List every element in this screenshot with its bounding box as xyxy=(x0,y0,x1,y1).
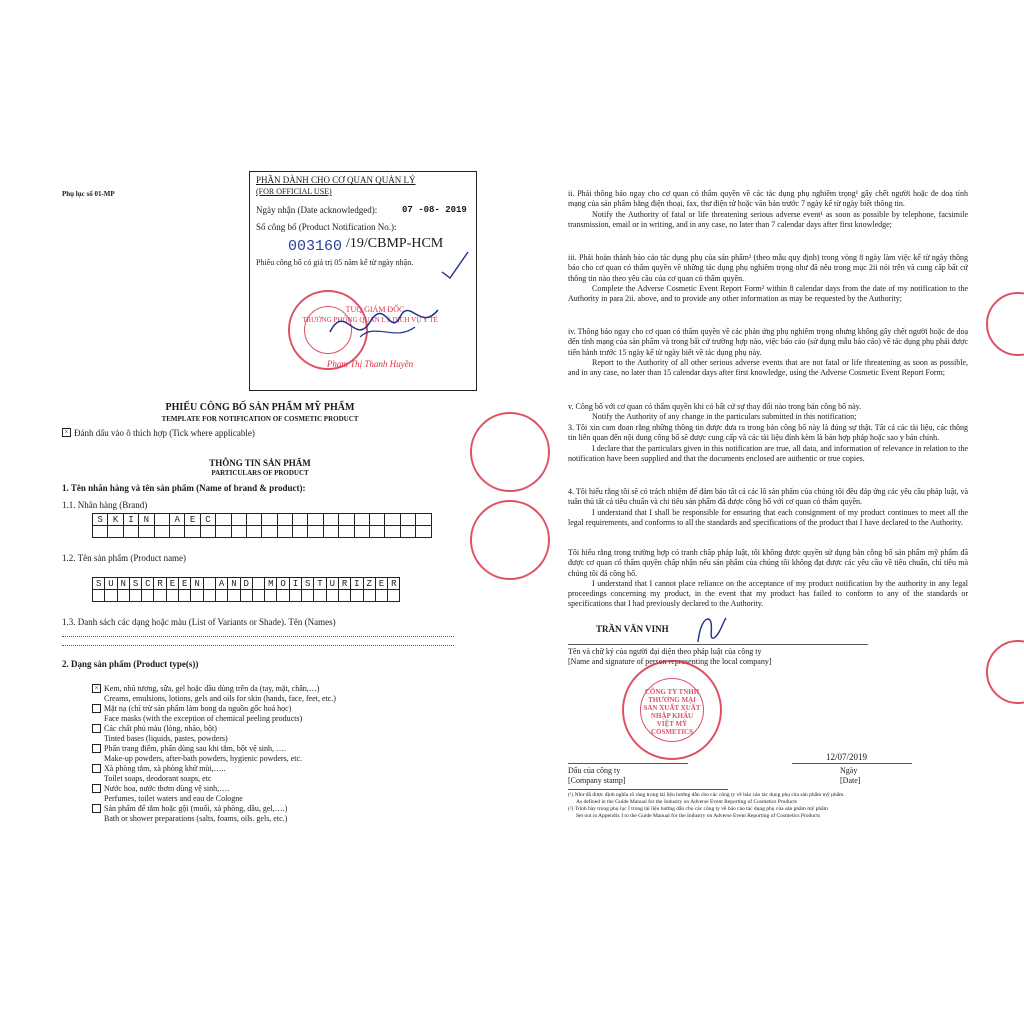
product-type-vi: Nước hoa, nước thơm dùng vệ sinh,…. xyxy=(104,784,230,793)
grid-cell xyxy=(385,514,400,526)
grid-cell-empty xyxy=(124,526,139,538)
footnotes: (¹) Như đã được định nghĩa rõ ràng trong tài liệu hướng dẫn cho các công ty về báo cáo tác dụng phụ của sản phẩm mỹ phẩm. As defined in the Guide Manual for the Industry on Adverse Event Reporting of Cosmetics Products (²) Trình bày trong phụ lục I trong tài liệu hướng dẫn cho các công ty về báo cáo tác dụng phụ của sản phẩm mỹ phẩm Set out in Appendix I to the Guide Manual for the Industry on Adverse Event Reporting of Cosmetics Products xyxy=(568,792,845,819)
grid-cell xyxy=(401,514,416,526)
product-types-list xyxy=(92,684,452,824)
product-type-item xyxy=(92,724,452,744)
grid-cell: U xyxy=(105,578,117,590)
grid-cell-empty xyxy=(232,526,247,538)
grid-cell: E xyxy=(179,578,191,590)
clause-4: 4. Tôi hiểu rằng tôi sẽ có trách nhiệm để đảm bảo tất cả các lô sản phẩm của chúng tôi đều đáp ứng các yêu cầu pháp luật, và tuân thủ tất cả tiêu chuẩn và chi tiêu sản phẩm đã được công bố với cơ quan có thẩm quyền. I understand that I shall be responsible for ensuring that each consignment of my product continues to meet all the legal requirements, and conforms to all the standards and specifications of the product that I have declared to the Authority. xyxy=(568,487,968,527)
grid-cell: N xyxy=(228,578,240,590)
rep-label-en: [Name and signature of person representing the local company] xyxy=(568,657,772,666)
grid-cell-empty xyxy=(277,590,289,602)
variants-line-2 xyxy=(62,645,454,646)
checkbox-icon xyxy=(92,724,101,733)
grid-cell-empty xyxy=(241,590,253,602)
grid-cell: O xyxy=(277,578,289,590)
grid-cell xyxy=(355,514,370,526)
grid-cell-empty xyxy=(170,526,185,538)
grid-cell xyxy=(253,578,265,590)
grid-cell-empty xyxy=(154,590,166,602)
grid-cell-empty xyxy=(167,590,179,602)
grid-cell: R xyxy=(154,578,166,590)
grid-cell-empty xyxy=(324,526,339,538)
grid-cell-empty xyxy=(142,590,154,602)
tick-note: × Đánh dấu vào ô thích hợp (Tick where applicable) xyxy=(62,428,255,439)
grid-cell-empty xyxy=(376,590,388,602)
grid-cell-empty xyxy=(314,590,326,602)
edge-stamp-1 xyxy=(986,292,1024,356)
section-2-heading: 2. Dạng sản phẩm (Product type(s)) xyxy=(62,659,199,669)
grid-cell-empty xyxy=(293,526,308,538)
grid-cell-empty xyxy=(204,590,216,602)
grid-cell-empty xyxy=(108,526,123,538)
particulars-vi: THÔNG TIN SẢN PHẨM xyxy=(209,458,311,468)
grid-cell-empty xyxy=(139,526,154,538)
grid-cell: C xyxy=(201,514,216,526)
date-ack-value: 07 -08- 2019 xyxy=(402,205,467,215)
company-stamp-label-vi: Dấu của công ty xyxy=(568,766,621,775)
grid-cell-empty xyxy=(105,590,117,602)
grid-cell-empty xyxy=(370,526,385,538)
grid-cell-empty xyxy=(155,526,170,538)
grid-cell: S xyxy=(130,578,142,590)
grid-cell-empty xyxy=(327,590,339,602)
checkbox-icon xyxy=(92,744,101,753)
grid-cell: M xyxy=(265,578,277,590)
grid-cell: R xyxy=(388,578,400,590)
checked-box-icon: × xyxy=(62,428,71,437)
product-type-vi: Các chất phủ màu (lỏng, nhão, bột) xyxy=(104,724,217,733)
grid-cell-empty xyxy=(262,526,277,538)
product-type-en: Face masks (with the exception of chemical peeling products) xyxy=(104,714,303,723)
grid-cell-empty xyxy=(416,526,431,538)
form-title-vi: PHIẾU CÔNG BỐ SẢN PHẨM MỸ PHẨM xyxy=(165,402,355,413)
grid-cell: N xyxy=(139,514,154,526)
grid-cell-empty xyxy=(339,590,351,602)
product-type-en: Perfumes, toilet waters and eau de Cologne xyxy=(104,794,243,803)
section-1-2-label: 1.2. Tên sản phẩm (Product name) xyxy=(62,553,187,563)
product-grid xyxy=(92,577,400,602)
grid-cell: T xyxy=(314,578,326,590)
section-1-3-label: 1.3. Danh sách các dạng hoặc màu (List of Variants or Shade). Tên (Names) xyxy=(62,617,336,627)
notification-no-value: 003160 xyxy=(288,238,343,255)
product-type-vi: Mặt nạ (chỉ trừ sản phẩm làm bong da nguồn gốc hoá học) xyxy=(104,704,292,713)
clause-iv: iv. Thông báo ngay cho cơ quan có thẩm quyền về các phản ứng phụ nghiêm trọng nhưng không gây chết người hoặc đe doạ đến tính mạng của sản phẩm và trong bất cứ trường hợp nào, việc báo cáo (sử dụng mẫu báo cáo) về tác dụng phụ phải được tiến hành trước 15 ngày kể từ ngày biết về tác dụng phụ này. Report to the Authority of all other serious adverse events that are not fatal or life threatening as soon as possible, and in any case, no later than 15 calendar days after first knowledge, using the Adverse Cosmetic Event Report Form; xyxy=(568,327,968,378)
grid-cell: E xyxy=(185,514,200,526)
grid-cell: Z xyxy=(364,578,376,590)
clause-iii: iii. Phải hoàn thành báo cáo tác dụng phụ của sản phẩm² (theo mẫu quy định) trong vòng 8 ngày làm việc kể từ ngày thông báo cho cơ quan có thẩm quyền về những tác dụng phụ nghiêm trọng như đã nêu trong mục 2ii nói trên và cung cấp bất cứ thông tin nào theo yêu cầu của cơ quan có thẩm quyền. Complete the Adverse Cosmetic Event Report Form² within 8 calendar days from the date of my notification to the Authority in para 2ii. above, and to provide any other information as may be requested by the Authority; xyxy=(568,253,968,304)
grid-cell xyxy=(216,514,231,526)
checkbox-icon xyxy=(92,804,101,813)
checkbox-icon xyxy=(92,704,101,713)
grid-cell-empty xyxy=(191,590,203,602)
stamp-line xyxy=(568,763,688,764)
center-stamp-2 xyxy=(470,500,550,580)
grid-cell: R xyxy=(339,578,351,590)
grid-cell: S xyxy=(93,514,108,526)
grid-cell: C xyxy=(142,578,154,590)
notification-no-label: Số công bố (Product Notification No.): xyxy=(256,222,397,232)
grid-cell xyxy=(232,514,247,526)
tick-mark xyxy=(440,250,470,280)
checkbox-icon xyxy=(92,784,101,793)
grid-cell-empty xyxy=(401,526,416,538)
official-title: PHẦN DÀNH CHO CƠ QUAN QUẢN LÝ xyxy=(256,175,416,185)
grid-cell-empty xyxy=(216,590,228,602)
signer-name: Phạm Thị Thanh Huyền xyxy=(326,359,414,369)
grid-cell xyxy=(416,514,431,526)
product-type-vi: Kem, nhũ tương, sữa, gel hoặc dầu dùng trên da (tay, mặt, chân,…) xyxy=(104,684,320,693)
grid-cell: E xyxy=(167,578,179,590)
company-stamp-brand: VIỆT MỸ COSMETICS xyxy=(650,720,693,736)
grid-cell-empty xyxy=(308,526,323,538)
grid-cell: N xyxy=(118,578,130,590)
right-page xyxy=(512,0,1024,1024)
grid-cell-empty xyxy=(364,590,376,602)
section-1-1-label: 1.1. Nhãn hàng (Brand) xyxy=(62,500,148,510)
product-type-en: Creams, emulsions, lotions, gels and oils for skin (hands, face, feet, etc.) xyxy=(104,694,336,703)
grid-cell: A xyxy=(216,578,228,590)
notification-no-suffix: /19/CBMP-HCM xyxy=(346,236,444,251)
checked-box-icon: × xyxy=(92,684,101,693)
clause-v: v. Công bố với cơ quan có thẩm quyền khi có bất cứ sự thay đổi nào trong bản công bố này. Notify the Authority of any change in the particulars submitted in this notification; xyxy=(568,402,862,422)
edge-stamp-2 xyxy=(986,640,1024,704)
grid-cell-empty xyxy=(265,590,277,602)
date-label-vi: Ngày xyxy=(840,766,858,775)
grid-cell xyxy=(155,514,170,526)
clause-ii: ii. Phải thông báo ngay cho cơ quan có thẩm quyền về các tác dụng phụ nghiêm trọng¹ gây chết người hoặc đe doạ tính mạng của sản phẩm bằng điện thoại, fax, thư điện tử hoặc văn bản trước 7 ngày kể từ ngày biết thông tin. Notify the Authority of fatal or life threatening serious adverse event¹ as soon as possible by telephone, facsimile transmission, email or in writing, and in any case, no later than 7 calendar days after first knowledge; xyxy=(568,189,968,229)
grid-cell-empty xyxy=(216,526,231,538)
product-type-item xyxy=(92,744,452,764)
grid-cell-empty xyxy=(253,590,265,602)
grid-cell xyxy=(247,514,262,526)
product-type-item xyxy=(92,784,452,804)
product-type-item xyxy=(92,764,452,784)
clause-3: 3. Tôi xin cam đoan rằng những thông tin được đưa ra trong bản công bố này là đúng sự thật. Tất cả các tài liệu, các thông tin liên quan đến nội dung công bố sẽ được cung cấp và các tài liệu đính kèm là bản hợp pháp hoặc sao y bản chính. I declare that the particulars given in this notification are true, all data, and information of relevance in relation to the notification have been supplied and that the documents enclosed are authentic or true copies. xyxy=(568,423,968,463)
grid-cell-empty xyxy=(385,526,400,538)
grid-cell xyxy=(278,514,293,526)
grid-cell: U xyxy=(327,578,339,590)
rep-signature xyxy=(692,612,732,646)
grid-cell: S xyxy=(93,578,105,590)
grid-cell-empty xyxy=(247,526,262,538)
particulars-en: PARTICULARS OF PRODUCT xyxy=(211,469,309,477)
product-type-vi: Phấn trang điểm, phấn dùng sau khi tắm, bột vệ sinh, …. xyxy=(104,744,286,753)
grid-cell-empty xyxy=(179,590,191,602)
center-stamp-1 xyxy=(470,412,550,492)
product-type-vi: Sản phẩm để tắm hoặc gội (muối, xà phòng, dầu, gel,….) xyxy=(104,804,288,813)
clause-5: Tôi hiểu rằng trong trường hợp có tranh chấp pháp luật, tôi không được quyền sử dụng bản công bố sản phẩm mỹ phẩm đã được cơ quan có thẩm quyền chấp nhận nếu sản phẩm của chúng tôi không đạt được các yêu cầu về tiêu chuẩn, chỉ tiêu mà chúng tôi đã công bố. I understand that I cannot place reliance on the acceptance of my product notification by the authority in any legal proceedings concerning my product, in the event that my product has failed to conform to any of the standards or specifications that I had previously declared to the Authority. xyxy=(568,548,968,609)
product-type-en: Tinted bases (liquids, pastes, powders) xyxy=(104,734,228,743)
grid-cell xyxy=(339,514,354,526)
company-stamp-label-en: [Company stamp] xyxy=(568,776,626,785)
footnote-separator xyxy=(568,789,728,790)
brand-grid xyxy=(92,513,432,538)
grid-cell xyxy=(293,514,308,526)
grid-cell-empty xyxy=(185,526,200,538)
grid-cell-empty xyxy=(388,590,400,602)
grid-cell-empty xyxy=(290,590,302,602)
grid-cell-empty xyxy=(93,590,105,602)
form-title-en: TEMPLATE FOR NOTIFICATION OF COSMETIC PRODUCT xyxy=(161,415,359,423)
rep-label-vi: Tên và chữ ký của người đại diện theo pháp luật của công ty xyxy=(568,647,762,656)
product-type-en: Toilet soaps, deodorant soaps, etc xyxy=(104,774,212,783)
variants-line-1 xyxy=(62,636,454,637)
checkbox-icon xyxy=(92,764,101,773)
grid-cell-empty xyxy=(339,526,354,538)
company-stamp-text: CÔNG TY TNHH THƯƠNG MẠI SẢN XUẤT XUẤT NHẬP KHẨU xyxy=(643,688,701,720)
grid-cell-empty xyxy=(130,590,142,602)
grid-cell: E xyxy=(376,578,388,590)
grid-cell: I xyxy=(290,578,302,590)
grid-cell xyxy=(370,514,385,526)
product-type-item xyxy=(92,804,452,824)
grid-cell-empty xyxy=(228,590,240,602)
signer-title-2: TRƯỞNG PHÒNG QUẢN LÝ DỊCH VỤ Y TẾ xyxy=(302,316,438,324)
grid-cell-empty xyxy=(93,526,108,538)
grid-cell: N xyxy=(191,578,203,590)
rep-signature-line xyxy=(568,644,868,645)
grid-cell: K xyxy=(108,514,123,526)
product-type-en: Make-up powders, after-bath powders, hygienic powders, etc. xyxy=(104,754,302,763)
signer-title-1: TUQ.GIÁM ĐỐC xyxy=(345,305,405,314)
grid-cell: I xyxy=(351,578,363,590)
grid-cell xyxy=(324,514,339,526)
grid-cell xyxy=(308,514,323,526)
date-label-en: [Date] xyxy=(840,776,861,785)
grid-cell-empty xyxy=(302,590,314,602)
signing-date: 12/07/2019 xyxy=(826,752,868,762)
grid-cell-empty xyxy=(355,526,370,538)
grid-cell xyxy=(204,578,216,590)
official-use-box xyxy=(249,171,477,391)
grid-cell-empty xyxy=(278,526,293,538)
rep-name: TRẦN VĂN VINH xyxy=(596,624,669,634)
grid-cell xyxy=(262,514,277,526)
grid-cell-empty xyxy=(118,590,130,602)
product-type-item xyxy=(92,684,452,704)
grid-cell-empty xyxy=(201,526,216,538)
official-subtitle: (FOR OFFICIAL USE) xyxy=(256,187,332,196)
grid-cell: S xyxy=(302,578,314,590)
grid-cell-empty xyxy=(351,590,363,602)
grid-cell: A xyxy=(170,514,185,526)
product-type-item xyxy=(92,704,452,724)
grid-cell: D xyxy=(241,578,253,590)
company-stamp xyxy=(622,660,722,760)
date-line xyxy=(792,763,912,764)
product-type-en: Bath or shower preparations (salts, foams, oils. gels, etc.) xyxy=(104,814,288,823)
official-signature xyxy=(320,292,450,352)
validity-note: Phiếu công bố có giá trị 05 năm kể từ ngày nhận. xyxy=(256,258,414,267)
section-1-heading: 1. Tên nhãn hàng và tên sản phẩm (Name of brand & product): xyxy=(62,483,306,493)
grid-cell: I xyxy=(124,514,139,526)
appendix-label: Phụ lục số 01-MP xyxy=(62,190,115,198)
date-ack-label: Ngày nhận (Date acknowledged): xyxy=(256,205,378,215)
product-type-vi: Xà phòng tắm, xà phòng khử mùi,….. xyxy=(104,764,226,773)
